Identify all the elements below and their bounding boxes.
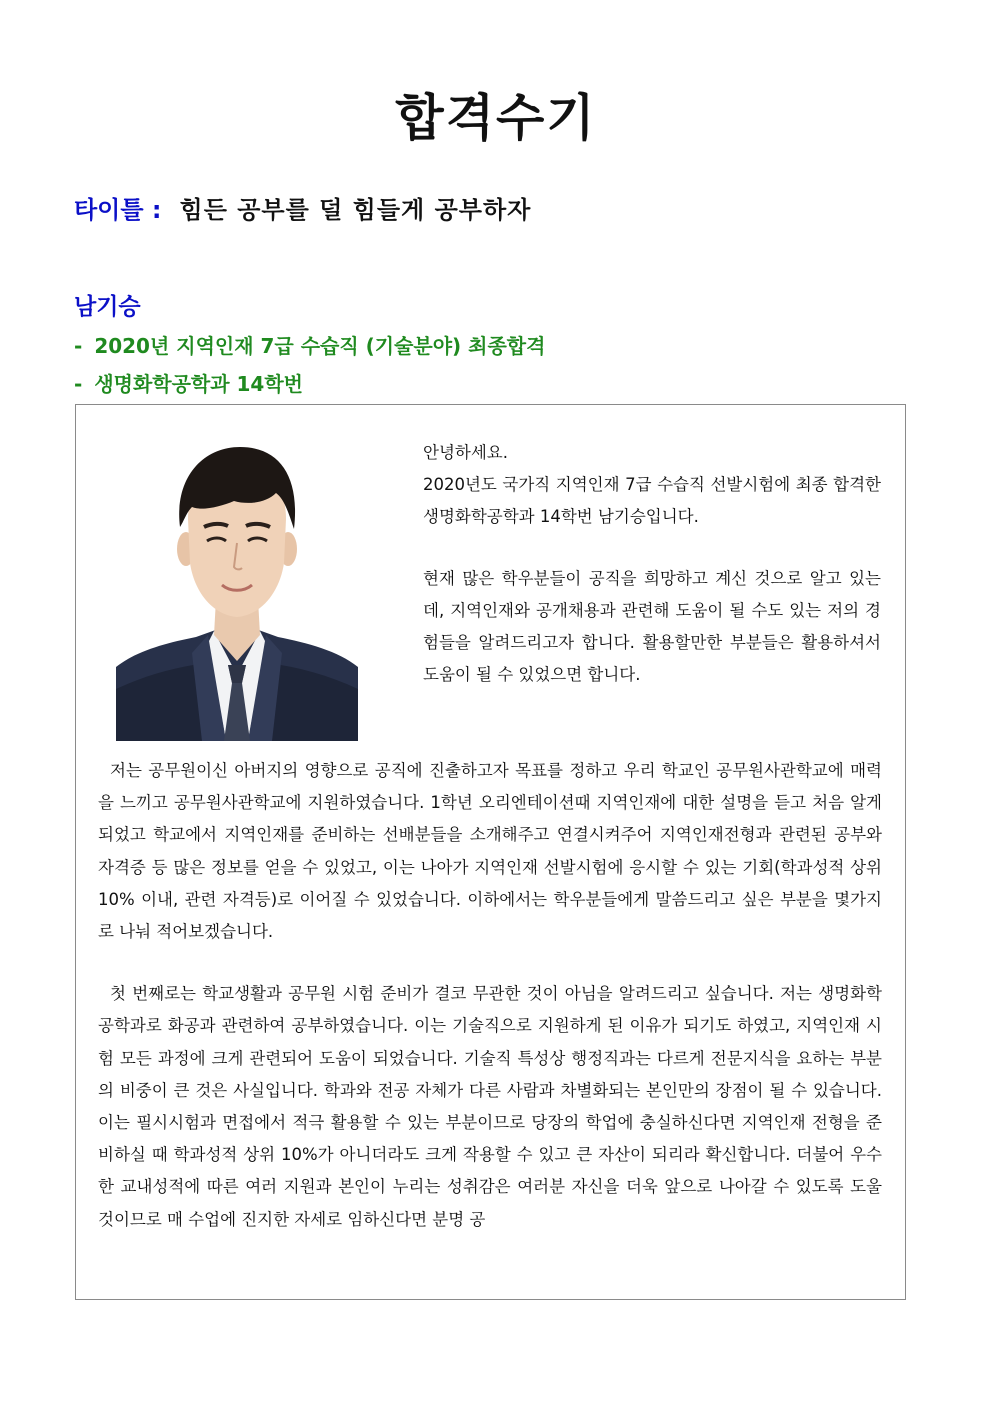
document-title: 합격수기 <box>395 89 597 147</box>
subtitle-text: 힘든 공부를 덜 힘들게 공부하자 <box>179 196 532 224</box>
author-photo <box>116 439 358 741</box>
body-paragraph: 첫 번째로는 학교생활과 공무원 시험 준비가 결코 무관한 것이 아님을 알려드리고 싶습니다. 저는 생명화학공학과로 화공과 관련하여 공부하였습니다. 이는 기술직으로 지원하게 된 이유가 되기도 하였고, 지역인재 시험 모든 과정에 크게 관련되어 도움이 되었습니다. 기술직 특성상 행정직과는 다르게 전문지식을 요하는 부분의 비중이 큰 것은 사실입니다. 학과와 전공 자체가 다른 사람과 차별화되는 본인만의 장점이 될 수 있습니다. 이는 필시시험과 면접에서 적극 활용할 수 있는 부분이므로 당장의 학업에 충실하신다면 지역인재 전형을 준비하실 때 학과성적 상위 10%가 아니더라도 크게 작용할 수 있고 큰 자산이 되리라 확신합니다. 더불어 우수한 교내성적에 따른 여러 지원과 본인이 누리는 성취감은 여러분 자신을 더욱 앞으로 나아갈 수 있도록 도울 것이므로 매 수업에 진지한 자세로 임하신다면 분명 공 <box>98 984 882 1229</box>
bullet-dash: - <box>74 334 83 358</box>
author-info-department <box>74 368 303 397</box>
greeting: 안녕하세요. <box>423 443 508 462</box>
author-info-department-text: 생명화학공학과 14학번 <box>94 372 303 396</box>
subtitle-label: 타이틀 : <box>74 196 162 224</box>
bullet-dash: - <box>74 372 83 396</box>
intro-section <box>423 437 881 691</box>
body-section <box>98 755 882 1236</box>
author-info-exam-text: 2020년 지역인재 7급 수습직 (기술분야) 최종합격 <box>94 334 546 358</box>
content-box <box>75 404 906 1300</box>
author-info-exam <box>74 330 545 359</box>
body-paragraph: 저는 공무원이신 아버지의 영향으로 공직에 진출하고자 목표를 정하고 우리 학교인 공무원사관학교에 매력을 느끼고 공무원사관학교에 지원하였습니다. 1학년 오리엔테이션때 지역인재에 대한 설명을 듣고 처음 알게 되었고 학교에서 지역인재를 준비하는 선배분들을 소개해주고 연결시켜주어 지역인재전형과 관련된 공부와 자격증 등 많은 정보를 얻을 수 있었고, 이는 나아가 지역인재 선발시험에 응시할 수 있는 기회(학과성적 상위 10% 이내, 관련 자격등)로 이어질 수 있었습니다. 이하에서는 학우분들에게 말씀드리고 싶은 부분을 몇가지로 나눠 적어보겠습니다. <box>98 761 882 942</box>
intro-paragraph: 현재 많은 학우분들이 공직을 희망하고 계신 것으로 알고 있는데, 지역인재와 공개채용과 관련해 도움이 될 수도 있는 저의 경험들을 알려드리고자 합니다. 활용할만한 부분들은 활용하셔서 도움이 될 수 있었으면 합니다. <box>423 569 881 684</box>
subtitle-line <box>74 190 531 225</box>
author-name: 남기승 <box>74 294 141 320</box>
intro-paragraph: 2020년도 국가직 지역인재 7급 수습직 선발시험에 최종 합격한 생명화학공학과 14학번 남기승입니다. <box>423 475 881 526</box>
